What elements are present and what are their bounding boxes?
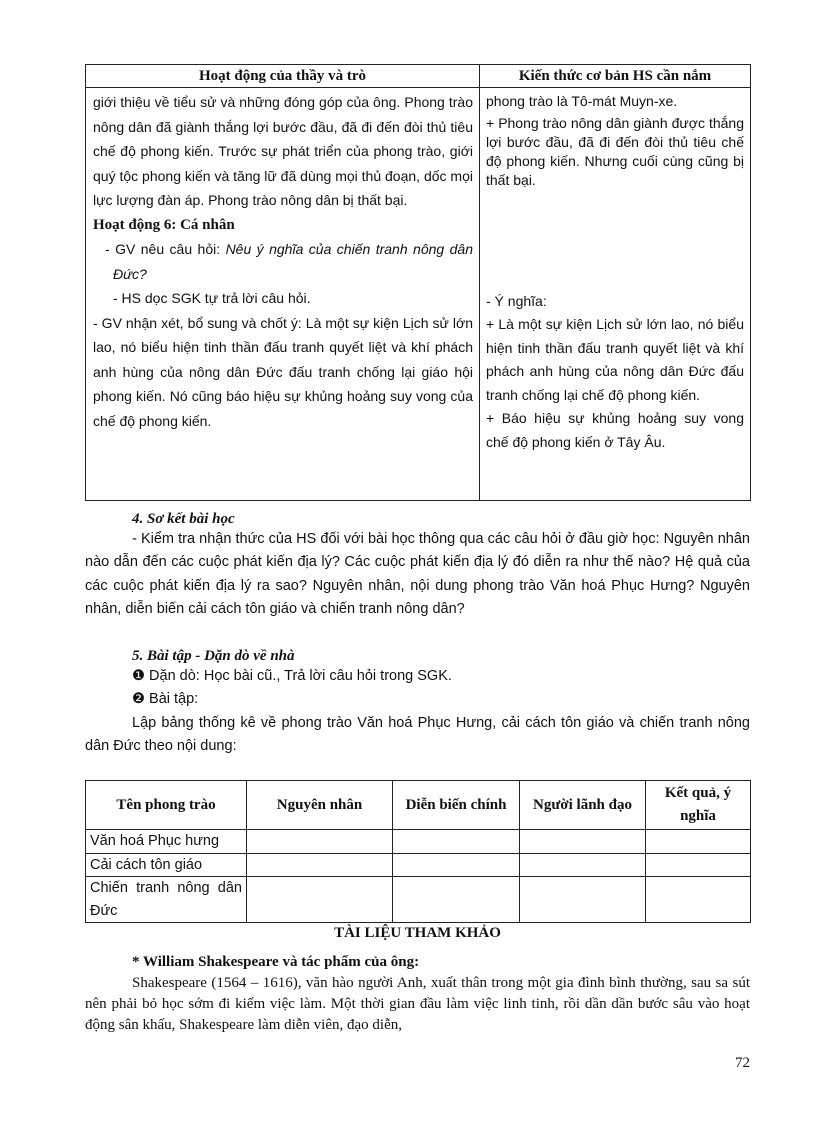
summary-table <box>85 780 751 923</box>
bullet-one-icon: ❶ <box>132 668 145 684</box>
col-leader: Người lãnh đạo <box>520 781 646 830</box>
lesson-summary-section <box>85 511 750 621</box>
col-result: Kết quả, ý nghĩa <box>646 781 751 830</box>
reference-subtitle: * William Shakespeare và tác phẩm của ông: <box>132 954 420 970</box>
table-row <box>86 853 751 877</box>
homework-section <box>85 648 750 758</box>
row-renaissance: Văn hoá Phục hưng <box>86 830 247 854</box>
row-peasant-war: Chiến tranh nông dân Đức <box>86 877 247 923</box>
homework-item-1: ❶ Dặn dò: Học bài cũ., Trả lời câu hỏi trong SGK. <box>132 668 452 684</box>
lesson-activity-table <box>85 64 751 501</box>
section-4-title: 4. Sơ kết bài học <box>132 511 235 527</box>
right-meaning-1: + Là một sự kiện Lịch sử lớn lao, nó biểu hiện tinh thần đấu tranh quyết liệt và khí phách anh hùng của nông dân Đức đấu tranh chống lại chế độ phong kiến. <box>486 316 744 403</box>
teacher-student-cell <box>86 88 480 501</box>
table-row <box>86 830 751 854</box>
left-paragraph-intro: giới thiệu về tiểu sử và những đóng góp của ông. Phong trào nông dân đã giành thắng lợi bước đầu, đã đi đến đòi thủ tiêu chế độ phong kiến. Trước sự phát triển của phong trào, giới quý tộc phong kiến và tăng lữ đã dùng mọi thủ đoạn, dốc mọi lực lượng đàn áp. Phong trào nông dân bị thất bại. <box>93 94 473 208</box>
reference-text: Shakespeare (1564 – 1616), văn hào người Anh, xuất thân trong một gia đình bình thường, sau sa sút nên phải bỏ học sớm đi kiếm việc làm. Một thời gian đầu làm việc linh tinh, rồi dần dần bước sâu vào hoạt động sân khấu, Shakespeare làm diễn viên, đạo diễn, <box>85 975 750 1033</box>
section-4-text: - Kiểm tra nhận thức của HS đối với bài học thông qua các câu hỏi ở đầu giờ học: Nguyên nhân nào dẫn đến các cuộc phát kiến địa lý? Các cuộc phát kiến địa lý đó diễn ra như thế nào? Hệ quả của các cuộc phát kiến địa lý ra sao? Nguyên nhân, nội dung phong trào Văn hoá Phục Hưng? Nguyên nhân, diễn biến cải cách tôn giáo và chiến tranh nông dân? <box>85 531 750 617</box>
col-movement-name: Tên phong trào <box>86 781 247 830</box>
row-reformation: Cải cách tôn giáo <box>86 853 247 877</box>
homework-item-2: ❷ Bài tập: <box>132 691 199 708</box>
right-meaning-2: + Báo hiệu sự khủng hoảng suy vong chế độ phong kiến ở Tây Âu. <box>486 410 744 450</box>
gv-question-italic: Nêu ý nghĩa của chiến tranh nông dân Đức? <box>113 241 473 282</box>
col-cause: Nguyên nhân <box>247 781 393 830</box>
bullet-two-icon: ❷ <box>132 691 145 708</box>
gv-question <box>93 237 473 286</box>
page-number: 72 <box>735 1055 750 1071</box>
right-meaning-label: - Ý nghĩa: <box>486 292 547 309</box>
knowledge-cell <box>480 88 751 501</box>
header-basic-knowledge: Kiến thức cơ bản HS cần nắm <box>480 65 751 88</box>
col-main-events: Diễn biến chính <box>393 781 520 830</box>
reference-block <box>85 952 750 1036</box>
section-5-title: 5. Bài tập - Dặn dò về nhà <box>132 648 295 664</box>
reference-title: TÀI LIỆU THAM KHẢO <box>334 925 501 941</box>
hs-answer: - HS dọc SGK tự trả lời câu hỏi. <box>113 290 311 306</box>
gv-question-prefix: - GV nêu câu hỏi: <box>105 241 226 257</box>
right-line-leader: phong trào là Tô-mát Muyn-xe. <box>486 93 678 109</box>
activity-heading: Hoạt động 6: Cá nhân <box>93 216 235 233</box>
right-outcome: + Phong trào nông dân giành được thắng lợi bước đầu, đã đi đến đòi thủ tiêu chế độ phong kiến. Nhưng cuối cùng cũng bị thất bại. <box>486 114 744 188</box>
gv-conclusion: - GV nhận xét, bổ sung và chốt ý: Là một sự kiện Lịch sử lớn lao, nó biểu hiện tinh thần đấu tranh quyết liệt và khí phách anh hùng của nông dân Đức đấu tranh chống lại giáo hội phong kiến. Nó cũng báo hiệu sự khủng hoảng suy vong của chế độ phong kiến. <box>93 314 473 429</box>
table-row <box>86 877 751 923</box>
homework-task: Lập bảng thống kê về phong trào Văn hoá Phục Hưng, cải cách tôn giáo và chiến tranh nông dân Đức theo nội dung: <box>85 714 750 754</box>
header-teacher-student: Hoạt động của thầy và trò <box>86 65 480 88</box>
